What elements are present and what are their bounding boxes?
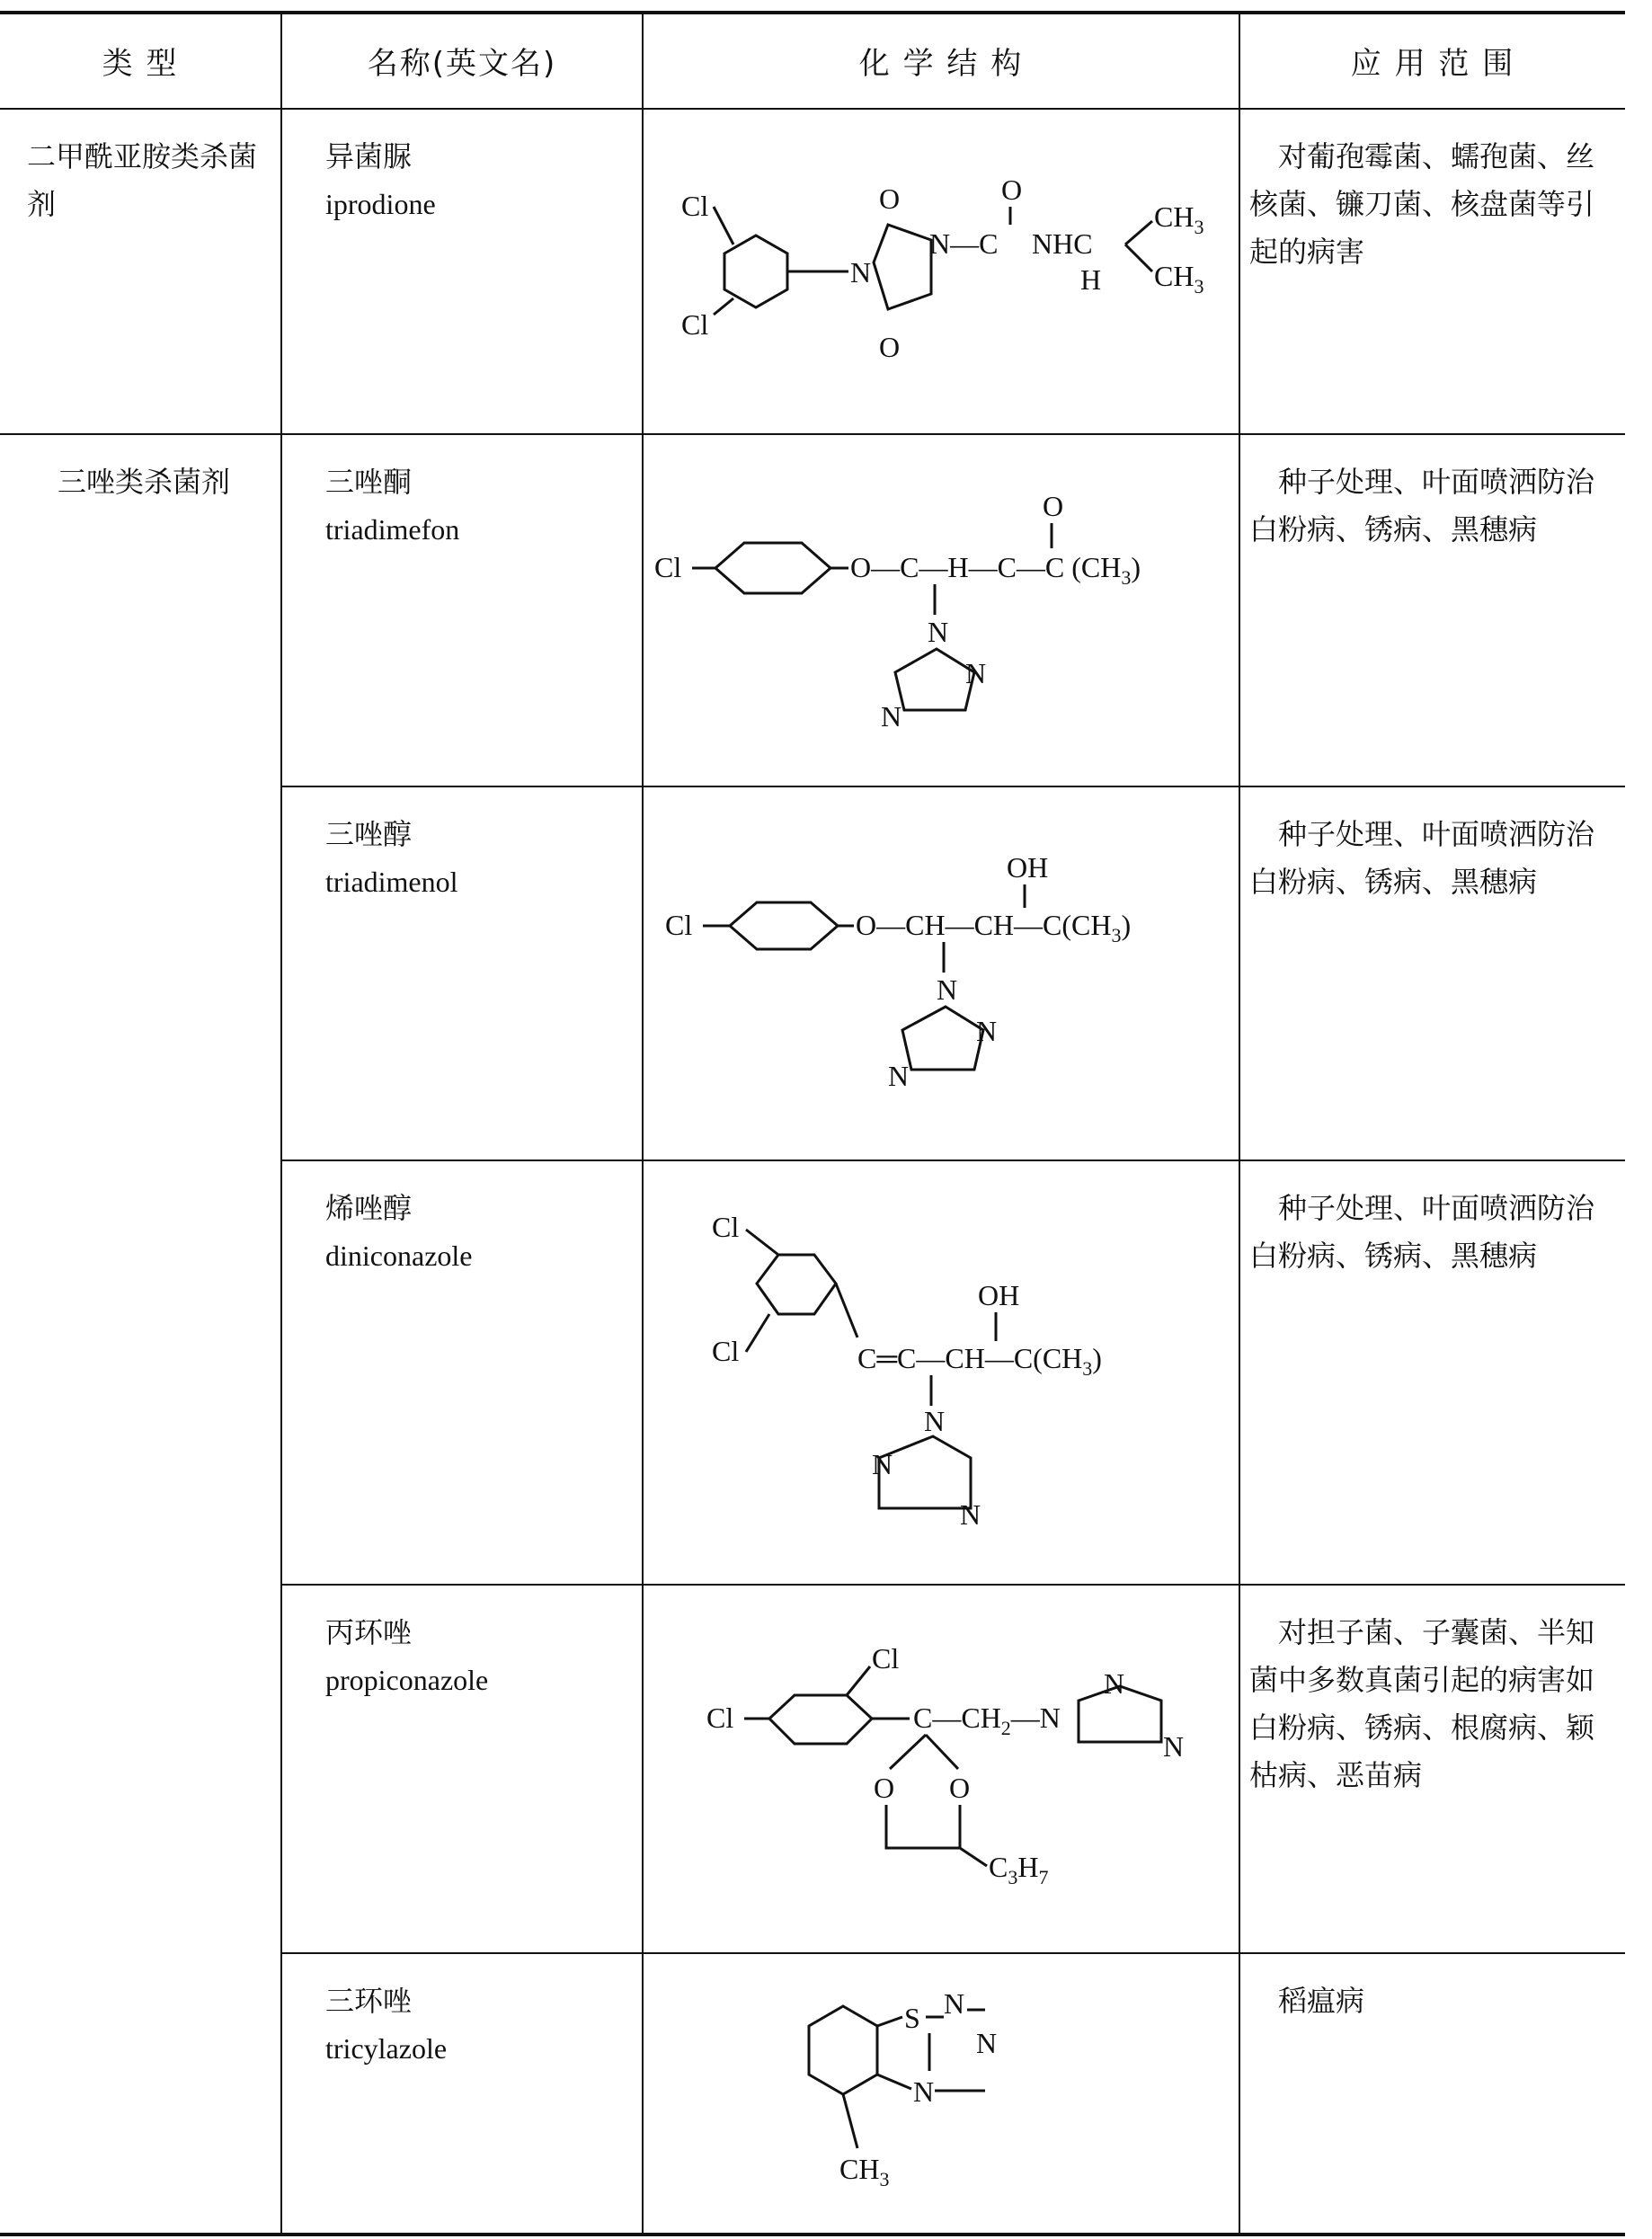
atom-label: O — [1001, 173, 1023, 206]
application-propiconazole: 对担子菌、子囊菌、半知菌中多数真菌引起的病害如白粉病、锈病、根腐病、颖枯病、恶苗病 — [1249, 1615, 1595, 1792]
category-dicarboximide: 二甲酰亚胺类杀菌剂 — [27, 139, 258, 221]
bond — [714, 207, 733, 244]
chain-tail: ) — [1131, 551, 1141, 583]
atom-label: N — [937, 973, 958, 1006]
bond — [1125, 221, 1152, 244]
name-cell-propiconazole — [325, 1609, 631, 1704]
atom-label: Cl — [654, 551, 682, 583]
name-cell-iprodione — [325, 133, 631, 228]
structure-triadimenol — [644, 787, 1239, 1159]
triazole-ring — [879, 1436, 971, 1508]
atom-label: N — [1104, 1667, 1125, 1700]
chinese-name: 三唑酮 — [325, 465, 413, 499]
group-label: CH — [839, 2153, 880, 2185]
group-label: C — [989, 1851, 1008, 1883]
benzene-ring — [715, 543, 830, 593]
atom-label: N — [924, 1405, 946, 1437]
chinese-name: 丙环唑 — [325, 1615, 413, 1649]
application-tricylazole: 稻瘟病 — [1278, 1984, 1365, 2018]
name-cell-diniconazole — [325, 1185, 631, 1280]
bond — [960, 1848, 987, 1866]
subscript: 3 — [1194, 216, 1204, 238]
benzene-ring — [769, 1695, 872, 1744]
col-rule-3 — [1239, 11, 1240, 2235]
group-label: CH — [1154, 200, 1195, 233]
chinese-name: 烯唑醇 — [325, 1191, 413, 1225]
bond — [746, 1230, 778, 1255]
atom-label — [856, 909, 1131, 946]
chinese-name: 异菌脲 — [325, 139, 413, 173]
header-application: 应 用 范 围 — [1350, 45, 1515, 82]
subscript: 3 — [1111, 924, 1122, 946]
structure-tricylazole — [644, 1954, 1239, 2233]
atom-label: N — [850, 256, 872, 289]
benzene-ring — [757, 1255, 836, 1314]
atom-label: N — [913, 2075, 935, 2108]
atom-label: N — [944, 1987, 965, 2020]
atom-label — [989, 1851, 1048, 1888]
chain-tail: ) — [1092, 1342, 1102, 1374]
benzene-ring — [730, 902, 838, 949]
bond — [926, 1735, 958, 1769]
imidazolidine-ring — [874, 225, 931, 309]
benzene-ring — [809, 2006, 877, 2094]
table-bottom-rule — [0, 2233, 1625, 2236]
atom-label: N — [872, 1448, 893, 1480]
bond — [746, 1314, 769, 1352]
atom-label: N — [928, 616, 949, 648]
atom-label: NHC — [1032, 227, 1093, 260]
english-name: propiconazole — [325, 1664, 489, 1696]
structure-iprodione — [644, 110, 1239, 433]
atom-label: N — [976, 1015, 998, 1047]
structure-diniconazole — [644, 1161, 1239, 1584]
bond — [1125, 244, 1152, 271]
atom-label: H — [1080, 263, 1102, 296]
atom-label: N—C — [929, 227, 999, 260]
atom-label: Cl — [712, 1211, 740, 1243]
subscript: 3 — [1194, 275, 1204, 298]
atom-label: Cl — [665, 909, 693, 941]
group-label: H — [1017, 1851, 1039, 1883]
bond — [714, 298, 733, 315]
atom-label: N — [881, 700, 902, 733]
english-name: iprodione — [325, 188, 436, 220]
chain-dash: —N — [1010, 1701, 1061, 1734]
atom-label: O — [949, 1772, 971, 1804]
bond — [843, 2094, 857, 2148]
benzene-ring — [724, 235, 787, 307]
subscript: 7 — [1038, 1866, 1049, 1888]
atom-label: Cl — [712, 1335, 740, 1367]
chain-label: C—CH — [913, 1701, 1001, 1734]
chain-label: C═C—CH—C(CH — [857, 1342, 1083, 1374]
chain-tail: ) — [1121, 909, 1132, 941]
atom-label: O — [879, 182, 901, 215]
name-cell-triadimefon — [325, 458, 631, 554]
chinese-name: 三环唑 — [325, 1984, 413, 2018]
structure-propiconazole — [644, 1586, 1239, 1952]
atom-label: N — [888, 1060, 910, 1092]
atom-label — [1154, 260, 1203, 298]
atom-label: OH — [978, 1279, 1020, 1311]
structure-triadimefon — [644, 435, 1239, 786]
english-name: diniconazole — [325, 1239, 473, 1272]
bond — [847, 1666, 870, 1695]
atom-label: N — [976, 2027, 998, 2059]
atom-label: N — [965, 657, 987, 689]
chinese-name: 三唑醇 — [325, 817, 413, 851]
name-cell-triadimenol — [325, 811, 631, 906]
group-label: CH — [1154, 260, 1195, 292]
atom-label: O — [1043, 490, 1064, 522]
header-type: 类 型 — [102, 45, 179, 82]
atom-label: OH — [1007, 851, 1049, 884]
application-iprodione: 对葡孢霉菌、蠕孢菌、丝核菌、镰刀菌、核盘菌等引起的病害 — [1249, 139, 1595, 269]
atom-label: O — [874, 1772, 895, 1804]
atom-label — [839, 2153, 889, 2190]
subscript: 3 — [1082, 1357, 1093, 1380]
dioxolane-ring — [886, 1805, 960, 1848]
chain-label: O—CH—CH—C(CH — [856, 909, 1112, 941]
subscript: 2 — [1000, 1717, 1011, 1739]
application-triadimenol: 种子处理、叶面喷洒防治白粉病、锈病、黑穗病 — [1249, 817, 1595, 899]
name-cell-tricylazole — [325, 1977, 631, 2073]
subscript: 3 — [1008, 1866, 1018, 1888]
atom-label — [913, 1701, 1061, 1739]
header-name: 名称(英文名) — [367, 45, 557, 82]
atom-label: Cl — [872, 1642, 900, 1675]
triazole-ring — [895, 649, 974, 710]
english-name: triadimenol — [325, 866, 458, 898]
english-name: triadimefon — [325, 513, 460, 546]
atom-label: Cl — [681, 190, 709, 222]
atom-label: Cl — [706, 1701, 734, 1734]
bond — [877, 2017, 902, 2026]
atom-label — [1154, 200, 1203, 238]
application-triadimefon: 种子处理、叶面喷洒防治白粉病、锈病、黑穗病 — [1249, 465, 1595, 546]
atom-label — [857, 1342, 1102, 1380]
header-structure: 化 学 结 构 — [858, 45, 1024, 82]
bond — [890, 1735, 926, 1769]
triazole-ring — [902, 1007, 983, 1070]
atom-label: N — [960, 1498, 981, 1531]
bond — [836, 1284, 857, 1337]
atom-label: N — [1163, 1730, 1185, 1763]
atom-label: S — [904, 2002, 920, 2034]
english-name: tricylazole — [325, 2032, 448, 2065]
subscript: 3 — [1121, 566, 1132, 589]
atom-label: Cl — [681, 308, 709, 341]
chain-label: O—C—H—C—C (CH — [850, 551, 1122, 583]
col-rule-1 — [280, 11, 282, 2235]
bond — [877, 2075, 911, 2089]
application-diniconazole: 种子处理、叶面喷洒防治白粉病、锈病、黑穗病 — [1249, 1191, 1595, 1273]
subscript: 3 — [879, 2168, 890, 2190]
category-triazole: 三唑类杀菌剂 — [58, 465, 231, 499]
atom-label — [850, 551, 1141, 589]
atom-label: O — [879, 331, 901, 363]
